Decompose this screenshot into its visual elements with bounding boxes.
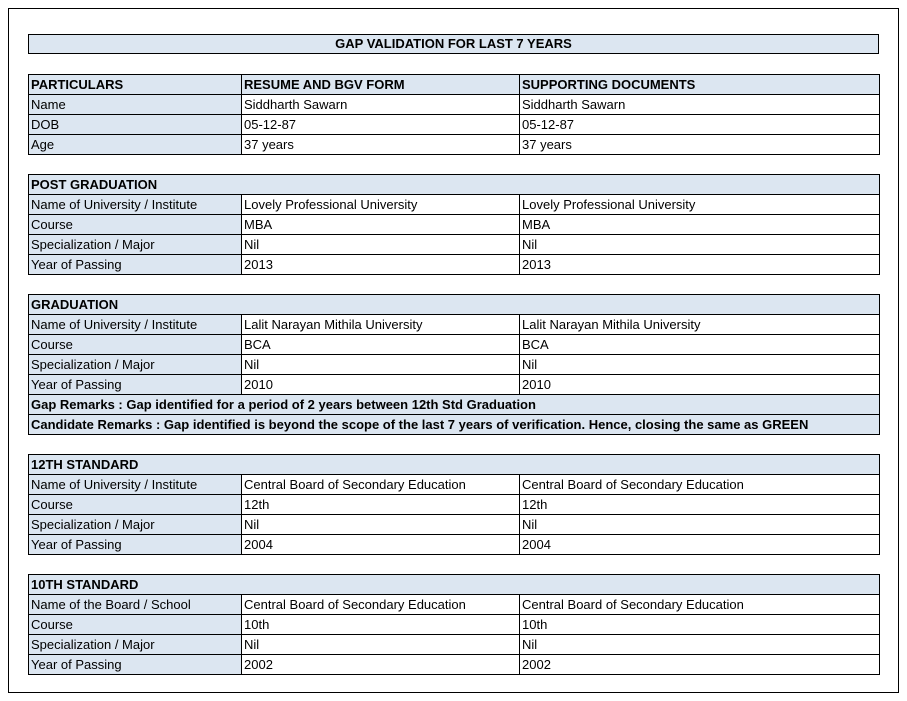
table-row: [29, 215, 880, 235]
document-value: 12th: [520, 495, 880, 515]
resume-value: MBA: [242, 215, 520, 235]
table-row: [29, 635, 880, 655]
resume-value: 2010: [242, 375, 520, 395]
row-label: Course: [29, 615, 242, 635]
header-particulars: PARTICULARS: [29, 75, 242, 95]
row-label: DOB: [29, 115, 242, 135]
resume-value: 12th: [242, 495, 520, 515]
row-label: Year of Passing: [29, 655, 242, 675]
table-row: [29, 475, 880, 495]
row-label: Specialization / Major: [29, 355, 242, 375]
resume-value: Central Board of Secondary Education: [242, 595, 520, 615]
document-value: 37 years: [520, 135, 880, 155]
document-value: BCA: [520, 335, 880, 355]
document-value: Lovely Professional University: [520, 195, 880, 215]
row-label: Year of Passing: [29, 375, 242, 395]
table-row: [29, 235, 880, 255]
document-value: Siddharth Sawarn: [520, 95, 880, 115]
table-row: [29, 655, 880, 675]
row-label: Name of University / Institute: [29, 475, 242, 495]
resume-value: Central Board of Secondary Education: [242, 475, 520, 495]
table-header-row: [29, 75, 880, 95]
document-value: Nil: [520, 355, 880, 375]
resume-value: Lovely Professional University: [242, 195, 520, 215]
document-value: Nil: [520, 635, 880, 655]
row-label: Specialization / Major: [29, 235, 242, 255]
table-row: [29, 375, 880, 395]
resume-value: 05-12-87: [242, 115, 520, 135]
resume-value: Nil: [242, 355, 520, 375]
resume-value: 37 years: [242, 135, 520, 155]
table-row: [29, 255, 880, 275]
table-row: [29, 195, 880, 215]
document-value: 2010: [520, 375, 880, 395]
resume-value: Lalit Narayan Mithila University: [242, 315, 520, 335]
table-row: [29, 495, 880, 515]
table-row: [29, 135, 880, 155]
candidate-remarks: Candidate Remarks : Gap identified is beyond the scope of the last 7 years of verification. Hence, closing the same as GREEN: [29, 415, 880, 435]
resume-value: 2004: [242, 535, 520, 555]
resume-value: Siddharth Sawarn: [242, 95, 520, 115]
document-value: 2004: [520, 535, 880, 555]
row-label: Course: [29, 215, 242, 235]
document-value: Central Board of Secondary Education: [520, 595, 880, 615]
header-supporting: SUPPORTING DOCUMENTS: [520, 75, 880, 95]
document-value: Nil: [520, 515, 880, 535]
row-label: Name of University / Institute: [29, 195, 242, 215]
row-label: Year of Passing: [29, 535, 242, 555]
section-heading: 12TH STANDARD: [29, 455, 880, 475]
section-heading: GRADUATION: [29, 295, 880, 315]
tenth-standard-table: [28, 574, 880, 675]
table-row: [29, 355, 880, 375]
gap-remarks: Gap Remarks : Gap identified for a period of 2 years between 12th Std Graduation: [29, 395, 880, 415]
table-row: [29, 335, 880, 355]
resume-value: Nil: [242, 515, 520, 535]
table-row: [29, 315, 880, 335]
document-value: 2002: [520, 655, 880, 675]
row-label: Name: [29, 95, 242, 115]
document-value: 05-12-87: [520, 115, 880, 135]
document-value: Nil: [520, 235, 880, 255]
particulars-table: [28, 74, 880, 155]
row-label: Name of the Board / School: [29, 595, 242, 615]
row-label: Year of Passing: [29, 255, 242, 275]
document-value: 2013: [520, 255, 880, 275]
row-label: Name of University / Institute: [29, 315, 242, 335]
table-row: [29, 115, 880, 135]
section-heading: 10TH STANDARD: [29, 575, 880, 595]
table-row: [29, 615, 880, 635]
twelfth-standard-table: [28, 454, 880, 555]
post-graduation-table: [28, 174, 880, 275]
resume-value: Nil: [242, 235, 520, 255]
resume-value: 2002: [242, 655, 520, 675]
row-label: Specialization / Major: [29, 635, 242, 655]
row-label: Course: [29, 335, 242, 355]
header-resume: RESUME AND BGV FORM: [242, 75, 520, 95]
resume-value: 10th: [242, 615, 520, 635]
page-title: GAP VALIDATION FOR LAST 7 YEARS: [28, 34, 879, 54]
table-row: [29, 95, 880, 115]
row-label: Course: [29, 495, 242, 515]
resume-value: BCA: [242, 335, 520, 355]
section-heading: POST GRADUATION: [29, 175, 880, 195]
document-value: MBA: [520, 215, 880, 235]
table-row: [29, 595, 880, 615]
resume-value: Nil: [242, 635, 520, 655]
row-label: Age: [29, 135, 242, 155]
resume-value: 2013: [242, 255, 520, 275]
document-value: Central Board of Secondary Education: [520, 475, 880, 495]
table-row: [29, 535, 880, 555]
row-label: Specialization / Major: [29, 515, 242, 535]
document-value: 10th: [520, 615, 880, 635]
document-value: Lalit Narayan Mithila University: [520, 315, 880, 335]
table-row: [29, 515, 880, 535]
graduation-table: [28, 294, 880, 435]
